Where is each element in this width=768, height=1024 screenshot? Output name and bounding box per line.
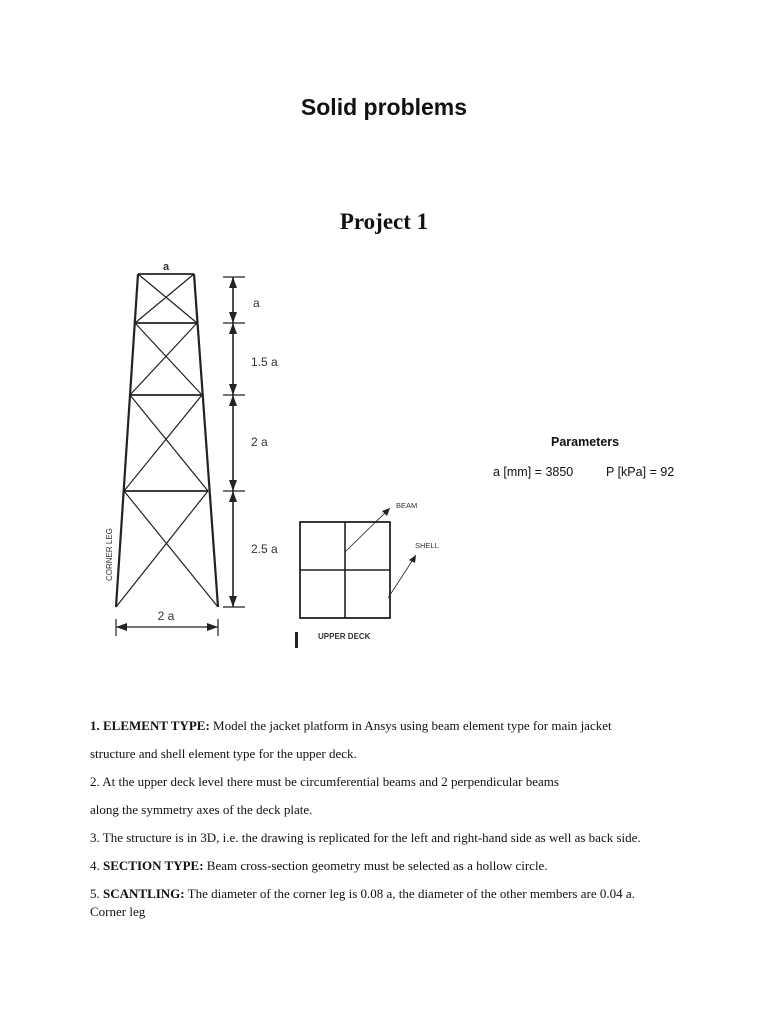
shell-label: SHELL [415,541,439,550]
dim-label-a: a [253,296,260,310]
dim-label-2-5a: 2.5 a [251,542,278,556]
item-text: Model the jacket platform in Ansys using beam element type for main jacket [209,718,612,733]
arrowhead [229,480,237,491]
arrowhead [409,555,416,563]
project-title: Project 1 [339,209,429,234]
upper-deck-label: UPPER DECK [318,632,371,641]
arrowhead [229,491,237,502]
beam-leader [345,508,390,552]
base-width-label: 2 a [157,609,175,623]
arrowhead [229,395,237,406]
jacket-platform-diagram [98,255,478,655]
beam-label: BEAM [396,501,418,510]
diagonal-member [138,274,197,323]
arrowhead [229,277,237,288]
parameter-p: P [kPa] = 92 [606,465,675,479]
parameters-heading: Parameters [551,435,620,449]
item-continuation: along the symmetry axes of the deck plate. [90,802,313,817]
arrowhead [116,623,127,631]
item-3d: 3. The structure is in 3D, i.e. the drawing is replicated for the left and right-hand side as well as back side. [90,830,641,845]
item-label: 1. ELEMENT TYPE: [90,718,210,733]
item-deck-beams: 2. At the upper deck level there must be circumferential beams and 2 perpendicular beams [90,774,559,789]
dim-label-1-5a: 1.5 a [251,355,278,369]
corner-leg-label: CORNER LEG [105,528,114,581]
requirements-list [90,712,700,921]
diagonal-member [124,491,218,607]
diagonal-member [124,395,202,491]
item-number: 5. [90,886,103,901]
diagonal-member [135,274,194,323]
arrowhead [229,596,237,607]
arrowhead [207,623,218,631]
diagonal-member [130,395,208,491]
item-text: The diameter of the corner leg is 0.08 a, the diameter of the other members are 0.04 a. [184,886,635,901]
item-number: 4. [90,858,103,873]
item-continuation: structure and shell element type for the upper deck. [90,746,357,761]
item-continuation: Corner leg [90,904,146,919]
arrowhead [229,323,237,334]
arrowhead [229,312,237,323]
item-element-type [90,712,700,740]
diagonal-member [116,491,208,607]
dim-label-2a: 2 a [251,435,268,449]
left-leg [116,274,138,607]
marker [295,632,298,648]
item-label: SCANTLING: [103,886,185,901]
diagonal-member [135,323,202,395]
item-section-type [90,852,700,880]
item-label: SECTION TYPE: [103,858,204,873]
diagonal-member [130,323,197,395]
item-scantling [90,885,700,921]
parameter-a: a [mm] = 3850 [493,465,574,479]
arrowhead [229,384,237,395]
item-text: Beam cross-section geometry must be selected as a hollow circle. [203,858,548,873]
right-leg [194,274,218,607]
document-title: Solid problems [300,94,468,120]
shell-leader [388,555,416,598]
top-width-label: a [162,261,170,273]
